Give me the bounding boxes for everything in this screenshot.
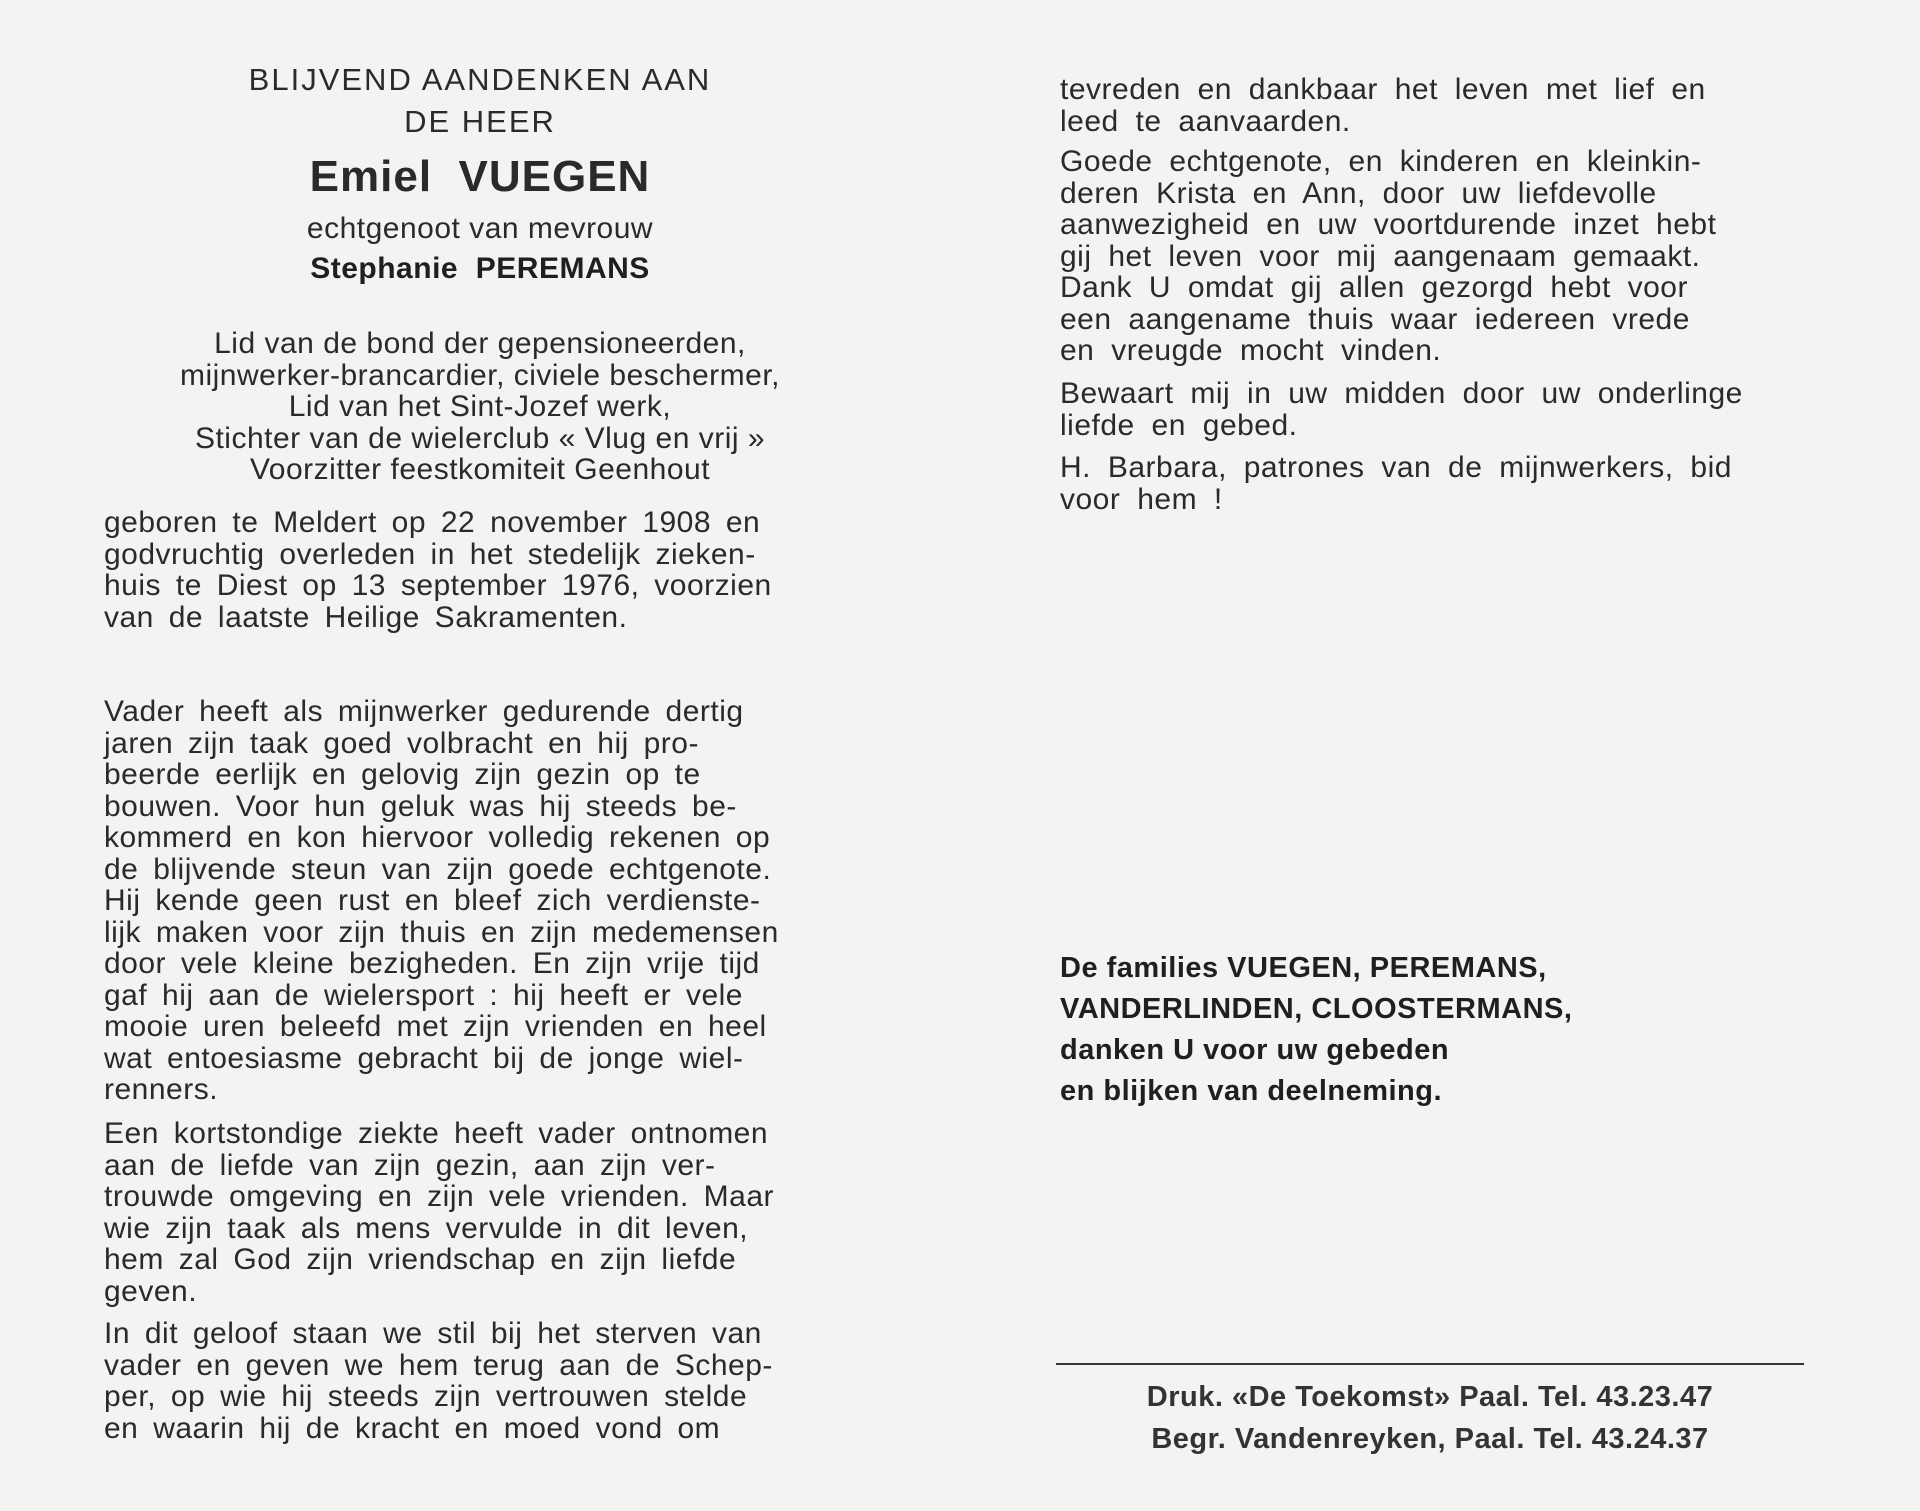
text-line: kommerd en kon hiervoor volledig rekenen op: [104, 821, 771, 854]
text-line: voor hem !: [1060, 482, 1223, 516]
text-line: trouwde omgeving en zijn vele vrienden. Maar: [104, 1180, 774, 1213]
card-heading: [104, 64, 856, 284]
text-line: van de laatste Heilige Sakramenten.: [104, 600, 628, 634]
text-line: gaf hij aan de wielersport : hij heeft er vele: [104, 978, 743, 1012]
right-paragraph-3: [1060, 378, 1812, 441]
text-line: liefde en gebed.: [1060, 408, 1298, 442]
footer-divider: [1056, 1363, 1804, 1365]
text-line: aanwezigheid en uw voortdurende inzet hebt: [1060, 208, 1717, 241]
text-line: en waarin hij de kracht en moed vond om: [104, 1411, 721, 1445]
role-line: Lid van het Sint-Jozef werk,: [288, 390, 672, 423]
text-line: Dank U omdat gij allen gezorgd hebt voor: [1060, 271, 1688, 304]
text-line: In dit geloof staan we stil bij het sterven van: [104, 1317, 762, 1350]
right-paragraph-4: [1060, 452, 1812, 515]
heading-line1: BLIJVEND AANDENKEN AAN: [248, 62, 712, 97]
text-line: wat entoesiasme gebracht bij de jonge wiel-: [104, 1041, 744, 1075]
text-line: per, op wie hij steeds zijn vertrouwen stelde: [104, 1380, 748, 1413]
text-line: Goede echtgenote, en kinderen en kleinkin-: [1060, 145, 1702, 178]
deceased-name: Emiel VUEGEN: [309, 152, 651, 201]
paragraph-faith: [104, 1318, 856, 1444]
text-line: door vele kleine bezigheden. En zijn vrije tijd: [104, 947, 760, 980]
text-line: jaren zijn taak goed volbracht en hij pro-: [104, 726, 699, 760]
right-paragraph-1: [1060, 74, 1812, 137]
undertaker-line: Begr. Vandenreyken, Paal. Tel. 43.24.37: [1151, 1423, 1709, 1455]
text-line: vader en geven we hem terug aan de Schep-: [104, 1348, 773, 1382]
role-line: Voorzitter feestkomiteit Geenhout: [249, 453, 711, 486]
text-line: Een kortstondige ziekte heeft vader ontnomen: [104, 1117, 769, 1150]
role-line: Stichter van de wielerclub « Vlug en vrij »: [194, 421, 766, 455]
text-line: godvruchtig overleden in het stedelijk zieken-: [104, 537, 756, 571]
text-line: H. Barbara, patrones van de mijnwerkers, bid: [1060, 451, 1732, 484]
text-line: deren Krista en Ann, door uw liefdevolle: [1060, 176, 1657, 210]
thanks-line: De families VUEGEN, PEREMANS,: [1060, 952, 1547, 984]
paragraph-work: [104, 696, 856, 1106]
text-line: gij het leven voor mij aangenaam gemaakt.: [1060, 239, 1701, 273]
paragraph-illness: [104, 1118, 856, 1307]
thanks-line: danken U voor uw gebeden: [1060, 1034, 1450, 1066]
text-line: geboren te Meldert op 22 november 1908 en: [104, 506, 761, 539]
text-line: lijk maken voor zijn thuis en zijn medemensen: [104, 915, 779, 949]
text-line: renners.: [104, 1073, 219, 1106]
text-line: Vader heeft als mijnwerker gedurende dertig: [104, 695, 744, 728]
role-line: mijnwerker-brancardier, civiele beschermer,: [179, 358, 781, 392]
right-paragraph-2: [1060, 146, 1812, 367]
text-line: de blijvende steun van zijn goede echtgenote.: [104, 852, 772, 886]
text-line: huis te Diest op 13 september 1976, voorzien: [104, 569, 772, 602]
text-line: Bewaart mij in uw midden door uw onderlinge: [1060, 377, 1743, 410]
roles-list: [104, 328, 856, 486]
role-line: Lid van de bond der gepensioneerden,: [214, 327, 746, 360]
text-line: mooie uren beleefd met zijn vrienden en heel: [104, 1010, 767, 1043]
text-line: hem zal God zijn vriendschap en zijn liefde: [104, 1243, 737, 1276]
text-line: Hij kende geen rust en bleef zich verdienste-: [104, 884, 761, 917]
text-line: bouwen. Voor hun geluk was hij steeds be-: [104, 789, 737, 823]
printer-credits: [1056, 1376, 1804, 1460]
spouse-intro: echtgenoot van mevrouw: [306, 212, 654, 245]
text-line: aan de liefde van zijn gezin, aan zijn ver-: [104, 1148, 716, 1182]
family-thanks: [1060, 948, 1812, 1112]
text-line: geven.: [104, 1274, 198, 1308]
text-line: een aangename thuis waar iedereen vrede: [1060, 302, 1690, 336]
birth-death-paragraph: [104, 507, 856, 633]
printer-line: Druk. «De Toekomst» Paal. Tel. 43.23.47: [1146, 1381, 1714, 1413]
spouse-name: Stephanie PEREMANS: [310, 251, 650, 285]
thanks-line: VANDERLINDEN, CLOOSTERMANS,: [1060, 993, 1573, 1025]
thanks-line: en blijken van deelneming.: [1060, 1075, 1443, 1107]
heading-line2: DE HEER: [404, 103, 556, 139]
text-line: en vreugde mocht vinden.: [1060, 334, 1442, 367]
text-line: leed te aanvaarden.: [1060, 104, 1351, 138]
text-line: beerde eerlijk en gelovig zijn gezin op te: [104, 758, 701, 791]
text-line: wie zijn taak als mens vervulde in dit leven,: [104, 1211, 749, 1245]
text-line: tevreden en dankbaar het leven met lief en: [1060, 73, 1706, 106]
